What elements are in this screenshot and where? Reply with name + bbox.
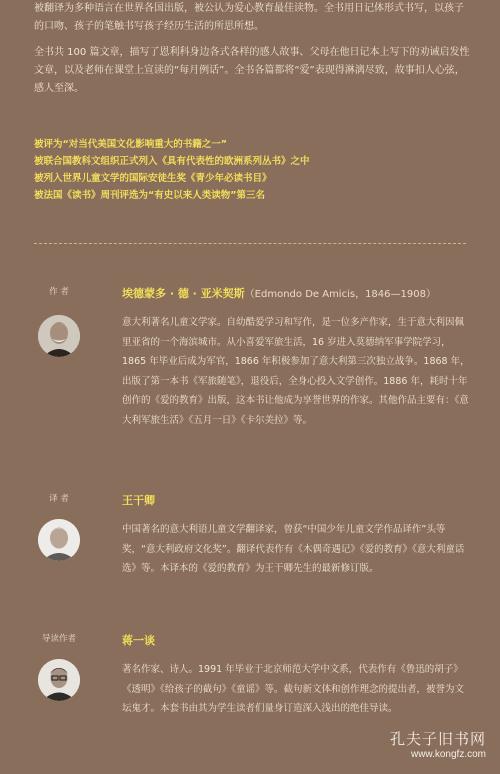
translator-name: 王干卿 <box>122 494 155 507</box>
award-item: 被列入世界儿童文学的国际安徒生奖《青少年必读书目》 <box>34 173 272 184</box>
guide-author-portrait <box>38 659 80 701</box>
awards-list <box>34 136 470 204</box>
award-item: 被联合国教科文组织正式列入《具有代表性的欧洲系列丛书》之中 <box>34 156 310 167</box>
guide-author-bio: 著名作家、诗人。1991 年毕业于北京师范大学中文系，代表作有《鲁迅的胡子》《透明》《给孩子的截句》《童谣》等。截句新文体和创作理念的提出者，被誉为文坛鬼才。本套书由其为学生读者们量身订造深入浅出的绝佳导读。 <box>122 664 465 714</box>
intro-paragraph-2: 全书共 100 篇文章，描写了恩利科身边各式各样的感人故事、父母在他日记本上写下的劝诫启发性文章，以及老师在课堂上宣读的“每月例话”。全书各篇都将“爱”表现得淋漓尽致，故事扣人心弦，感人至深。 <box>34 47 470 94</box>
author-name <box>122 285 436 301</box>
translator-role-label: 译 者 <box>49 494 69 504</box>
section-divider <box>34 243 466 244</box>
guide-author-name: 蒋一谈 <box>122 634 155 647</box>
translator-portrait <box>38 519 80 561</box>
author-bio: 意大利著名儿童文学家。自幼酷爱学习和写作，是一位多产作家，生于意大利因佩里亚省的一个海滨城市。从小喜爱军旅生活，16 岁进入莫德纳军事学院学习，1865 年毕业后成为军官，1866 年积极参加了意大利第三次独立战争。1868 年，出版了第一本书《军旅随笔》，退役后，全身心投入文学创作。1886 年，耗时十年创作的《爱的教育》出版，这本书让他成为享誉世界的作家。其他作品主要有：《意大利军旅生活》《五月一日》《卡尔美拉》等。 <box>122 317 470 426</box>
translator-bio: 中国著名的意大利语儿童文学翻译家，曾获“中国少年儿童文学作品译作”头等奖，“意大利政府文化奖”。翻译代表作有《木偶奇遇记》《爱的教育》《意大利童话选》等。本译本的《爱的教育》为王干卿先生的最新修订版。 <box>122 524 465 574</box>
author-name-en: （Edmondo De Amicis，1846—1908） <box>244 289 436 300</box>
author-role-label: 作 者 <box>49 287 69 297</box>
watermark-title: 孔夫子旧书网 <box>389 730 486 748</box>
intro-text <box>34 0 470 106</box>
author-name-cn: 埃德蒙多 · 德 · 亚米契斯 <box>122 287 245 300</box>
intro-paragraph-1: 被翻译为多种语言在世界各国出版，被公认为爱心教育最佳读物。全书用日记体形式书写，以孩子的口吻、孩子的笔触书写孩子经历生活的所思所想。 <box>34 3 464 32</box>
author-portrait <box>38 315 80 357</box>
award-item: 被法国《读书》周刊评选为“有史以来人类读物”第三名 <box>34 190 265 201</box>
guide-author-role-label: 导读作者 <box>41 634 76 644</box>
watermark <box>390 728 486 760</box>
award-item: 被评为“对当代美国文化影响重大的书籍之一” <box>34 139 227 150</box>
watermark-url: www.kongfz.com <box>410 749 486 760</box>
